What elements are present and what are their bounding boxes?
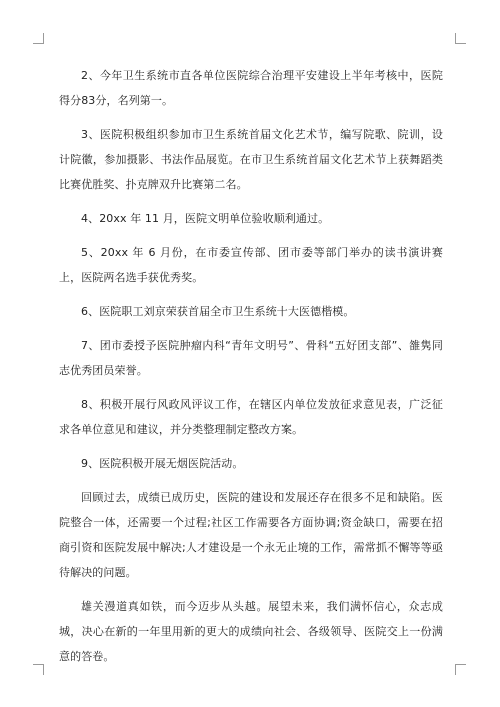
crop-mark-top-left bbox=[33, 33, 44, 44]
crop-mark-top-right bbox=[455, 33, 466, 44]
paragraph-outlook: 雄关漫道真如铁，而今迈步从头越。展望未来，我们满怀信心，众志成城，决心在新的一年里用新的更大的成绩向社会、各级领导、医院交上一份满意的答卷。 bbox=[59, 600, 443, 663]
paragraph-item-9: 9、医院积极开展无烟医院活动。 bbox=[81, 457, 244, 470]
paragraph-item-7: 7、团市委授予医院肿瘤内科“青年文明号”、骨科“五好团支部”、雒隽同志优秀团员荣誉。 bbox=[59, 339, 443, 377]
paragraph-item-6: 6、医院职工刘京荣获首届全市卫生系统十大医德楷模。 bbox=[81, 305, 355, 318]
paragraph-item-8: 8、积极开展行风政风评议工作，在辖区内单位发放征求意见表，广泛征求各单位意见和建议，并分类整理制定整改方案。 bbox=[59, 398, 443, 436]
crop-mark-bottom-right bbox=[455, 664, 466, 675]
paragraph-review: 回顾过去，成绩已成历史，医院的建设和发展还存在很多不足和缺陷。医院整合一体，还需要一个过程;社区工作需要各方面协调;资金缺口，需要在招商引资和医院发展中解决;人才建设是一个永无止境的工作，需常抓不懈等等亟待解决的问题。 bbox=[59, 491, 444, 579]
paragraph-item-5: 5、20xx 年 6 月份，在市委宣传部、团市委等部门举办的读书演讲赛上，医院两名选手获优秀奖。 bbox=[59, 246, 443, 284]
document-body bbox=[59, 63, 443, 678]
paragraph-item-2: 2、今年卫生系统市直各单位医院综合治理平安建设上半年考核中，医院得分83分，名列第一。 bbox=[59, 69, 443, 107]
crop-mark-bottom-left bbox=[33, 664, 44, 675]
paragraph-item-3: 3、医院积极组织参加市卫生系统首届文化艺术节，编写院歌、院训，设计院徽，参加摄影、书法作品展览。在市卫生系统首届文化艺术节上获舞蹈类比赛优胜奖、扑克牌双升比赛第二名。 bbox=[59, 128, 443, 191]
paragraph-item-4: 4、20xx 年 11 月，医院文明单位验收顺利通过。 bbox=[81, 212, 330, 225]
